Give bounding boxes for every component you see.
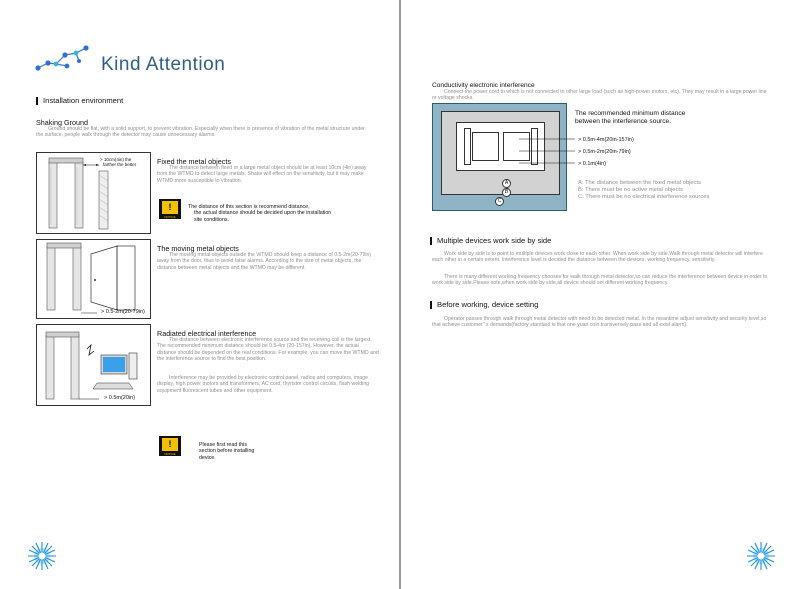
zone-b-marker: B — [502, 188, 511, 197]
section-installation-environment: Installation environment — [36, 97, 123, 105]
moving-metal-text: The moving metal objects outside the WTMD should keep a distance of 0.5-2m(20-79in) away from the door, thus to avoid false alarms. According to the size of metal objects, the distance between metal objects and the WTMD may be different. — [157, 252, 372, 271]
gate-and-door-icon — [37, 240, 150, 318]
multiple-devices-text-2: There is many different working frequency chooses for walk through metal detector,so can reduce the interference between device in order to work side by side.Please note,when work side by side,all device should set different working frequency. — [432, 274, 768, 287]
diagram-coil-left — [472, 132, 499, 161]
starburst-icon — [27, 541, 57, 571]
conductivity-heading: Conductivity electronic interference — [432, 82, 535, 89]
notice-2-line1: Please first read this — [199, 442, 247, 448]
radiated-interference-text-1: The distance between electronic interference source and the receiving coil is the largest. The recommended minimum distance should be 0.5-4m (20-157in). However, the actual distance should be depended on the real conditions. For example, you can move the WTMD and the interference source to find the best position. — [157, 337, 379, 363]
notice-icon-label-2: NOTICE — [164, 452, 176, 456]
legend-b: B: There must be no active metal objects — [578, 187, 683, 193]
zone-c-marker: C — [495, 197, 504, 206]
figure-moving-metal — [36, 239, 151, 319]
moving-metal-heading: The moving metal objects — [157, 244, 239, 253]
shaking-ground-heading: Shaking Ground — [36, 118, 88, 127]
notice-1-line3: site conditions. — [194, 216, 230, 223]
figure-radiated-interference — [36, 324, 151, 406]
radiated-interference-text-2: Interference may be provided by electronic control panel, radios and computers, image display, high power motors and transformers, AC cord, thyristor control circuits, flash welding equipment fluorescent tubes and other equipment. — [157, 375, 370, 394]
notice-1-line1: The distance of this section is recommend distance, — [188, 204, 310, 210]
multiple-devices-text-1: Work side by side is to point to multiple devices work close to each other. When work side by side,Walk through metal detector will interfere each other in a certain extent. Interference level is decided the distance between the devices, working frequency, sensitivity. — [432, 251, 763, 264]
figure-fixed-metal — [36, 152, 151, 234]
section-before-working: Before working, device setting — [430, 301, 538, 309]
fixed-metal-text: The distance between fixed or a large metal object should be at least 10cm (4in) away from the WTMD to detect large metals. Shake will effect on the sensitivity, but it may make WTMD more susceptible to vibration. — [157, 165, 367, 184]
diagram-gate-left — [464, 128, 471, 165]
right-page — [401, 0, 800, 589]
left-page — [0, 0, 399, 589]
notice-2-line3: device. — [199, 454, 216, 461]
shaking-ground-text: Ground should be flat, with a solid support, to prevent vibration. Especially when there is presence of vibration of the metal structure under the surface, people walk through the detector may cause unnecessary alarms. — [36, 126, 365, 139]
legend-c: C: There must be no electrical interference sources — [578, 194, 710, 200]
notice-1 — [188, 204, 378, 223]
notice-warning-icon: ! NOTICE — [159, 199, 181, 219]
distance-3: > 0.1m(4in) — [578, 161, 606, 167]
fig1-label-line1: > 10cm(4in) the — [100, 157, 132, 162]
section-multiple-devices: Multiple devices work side by side — [430, 237, 551, 245]
fig1-label-line2: farther the better — [103, 162, 137, 167]
diagram-caption-line1: The recommended minimum distance — [575, 110, 686, 117]
before-working-text: Operator passes through walk through metal detector with need to be detected metal. In the meantime adjust sensitivity and security level,so that achieve customer" s demands(factory standard is that one yuan coin transversely pass and all exist alarm). — [432, 316, 767, 329]
notice-1-line2: the actual distance should be decided upon the installation — [194, 210, 332, 217]
distance-2: > 0.5m-2m(20in-79in) — [578, 149, 631, 155]
diagram-caption — [575, 110, 685, 125]
fig3-label: > 0.5m(20in) — [104, 395, 136, 401]
notice-warning-icon-2: ! NOTICE — [159, 436, 181, 456]
diagram-legend — [578, 180, 778, 201]
diagram-caption-line2: between the interference source. — [575, 117, 672, 125]
notice-icon-label: NOTICE — [164, 215, 176, 219]
page-title: Kind Attention — [101, 54, 226, 75]
zone-a-marker: A — [502, 179, 511, 188]
distance-1: > 0.5m-4m(20in-157in) — [578, 137, 634, 143]
notice-2 — [199, 442, 299, 461]
gate-and-computer-icon — [37, 325, 150, 405]
legend-a: A: The distance between the fixed metal objects — [578, 180, 701, 186]
radiated-interference-heading: Radiated electrical interference — [157, 329, 257, 338]
fig2-label: > 0.5-2m(20-79in) — [101, 309, 145, 315]
conductivity-text: Connect the power cord to which is not connected to other large load (such as high-power motors, etc). They may result in a large power line or voltage shocks. — [432, 89, 767, 102]
distance-leader-lines — [519, 135, 579, 171]
notice-2-line2: section before installing — [199, 448, 255, 455]
starburst-icon-right — [746, 541, 776, 571]
fixed-metal-heading: Fixed the metal objects — [157, 157, 231, 166]
molecule-logo-icon — [34, 44, 92, 74]
